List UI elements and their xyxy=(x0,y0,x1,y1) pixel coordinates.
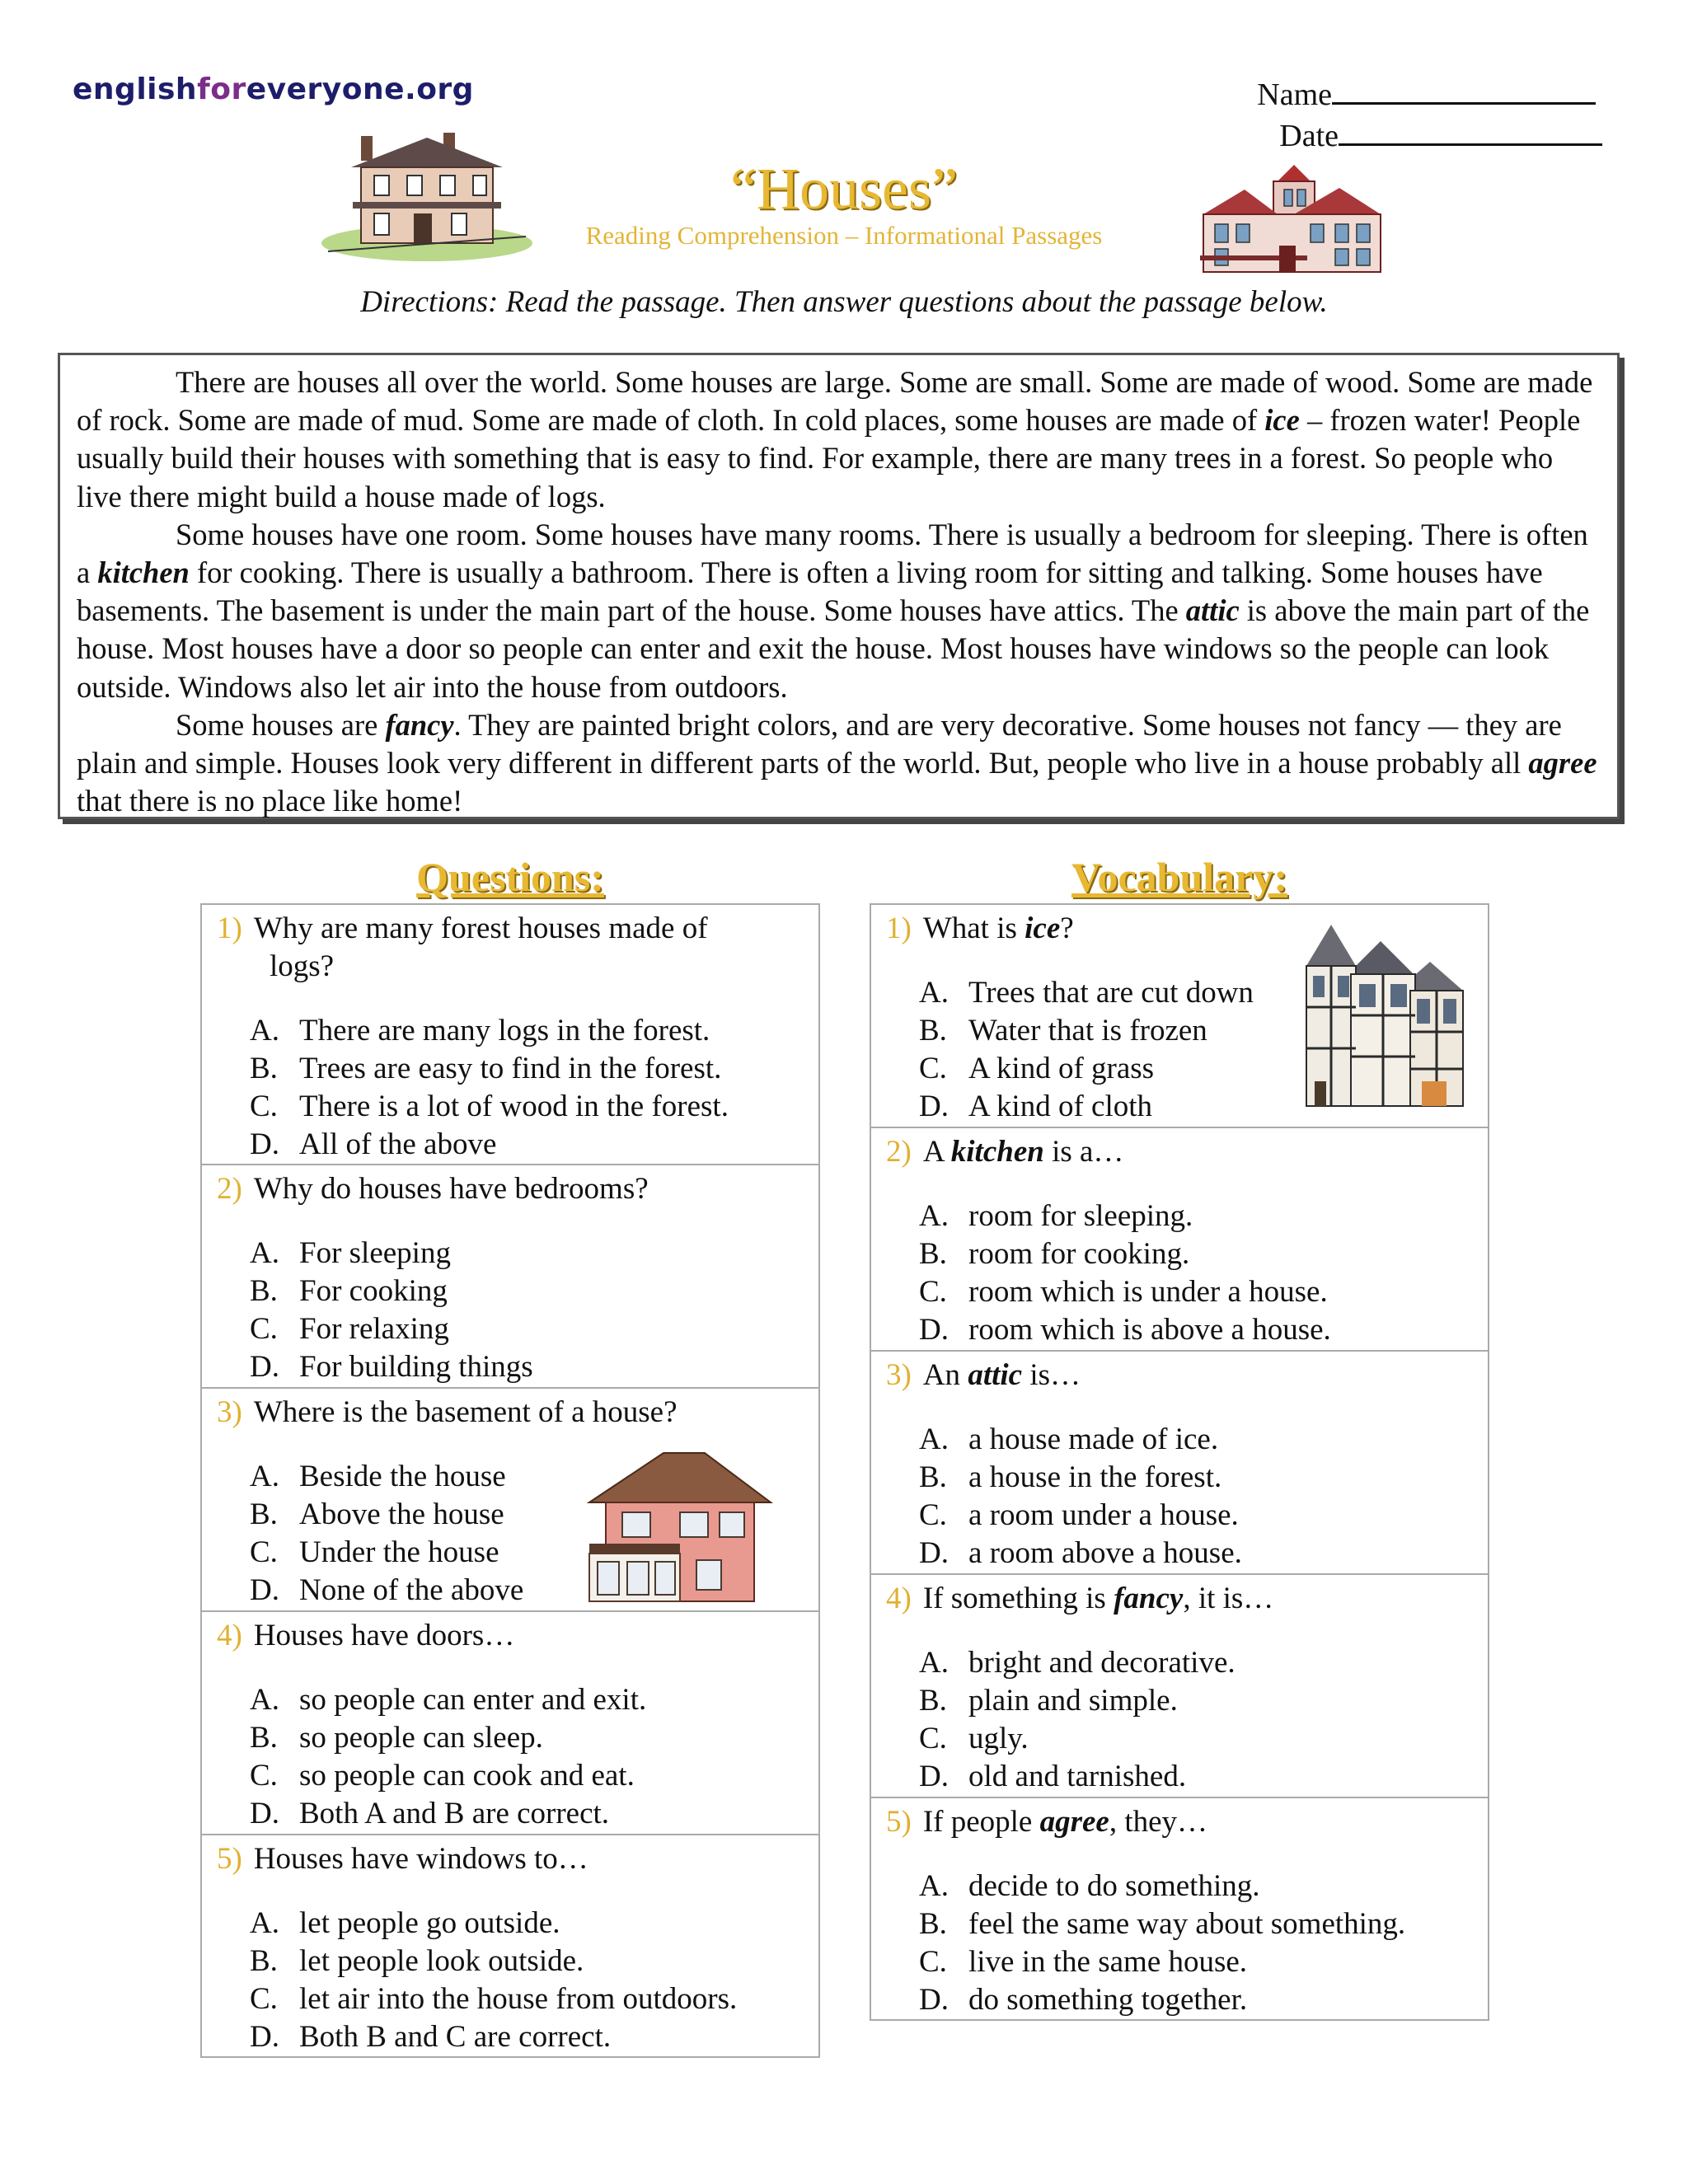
vocab-word-fancy: fancy xyxy=(385,707,454,742)
option-letter: D. xyxy=(250,2020,279,2054)
option-letter: A. xyxy=(919,976,949,1010)
option-text: old and tarnished. xyxy=(968,1760,1187,1793)
option-text: For building things xyxy=(299,1350,533,1384)
option-letter: D. xyxy=(919,1536,949,1570)
passage-paragraph-2 xyxy=(77,516,1604,706)
answer-options xyxy=(250,1905,737,2056)
option-text: Both A and B are correct. xyxy=(299,1797,610,1830)
question-4 xyxy=(200,1610,820,1835)
option-letter: A. xyxy=(919,1422,949,1456)
passage-text: – frozen water! People usually build their houses with something that is easy to find. For example, there are many trees in a forest. So people who live there might build a house made of logs. xyxy=(77,403,1581,513)
site-logo xyxy=(73,73,474,106)
answer-option[interactable] xyxy=(919,1682,1236,1720)
question-5 xyxy=(200,1834,820,2058)
question-text-line-2: logs? xyxy=(270,949,335,983)
answer-option[interactable] xyxy=(919,1943,1405,1981)
question-number: 4) xyxy=(886,1582,912,1615)
answer-option[interactable] xyxy=(250,1757,646,1795)
answer-option[interactable] xyxy=(919,1311,1331,1349)
option-text: plain and simple. xyxy=(968,1684,1178,1718)
question-text-part: , it is… xyxy=(1183,1582,1274,1615)
answer-option[interactable] xyxy=(919,1459,1242,1497)
question-number: 5) xyxy=(217,1842,242,1876)
answer-options xyxy=(250,1012,729,1164)
option-text: room which is above a house. xyxy=(968,1313,1331,1347)
passage-paragraph-3 xyxy=(77,706,1604,821)
question-text xyxy=(886,1803,1476,1841)
answer-option[interactable] xyxy=(919,1720,1236,1758)
option-letter: A. xyxy=(250,1460,279,1493)
question-text-part: What is xyxy=(922,912,1025,945)
answer-option[interactable] xyxy=(919,1088,1254,1126)
option-letter: B. xyxy=(250,1721,278,1755)
question-text xyxy=(886,1133,1476,1171)
answer-option[interactable] xyxy=(919,1050,1254,1088)
answer-option[interactable] xyxy=(250,1943,737,1980)
date-line[interactable] xyxy=(1339,115,1602,146)
date-label: Date xyxy=(1279,119,1339,153)
question-3 xyxy=(200,1387,820,1612)
option-letter: B. xyxy=(919,1907,947,1941)
passage-text: is above the main part of the house. Most houses have a door so people can enter and exit the house. Most houses have windows so the people can look outside. Windows also let air into the house from outdoors. xyxy=(77,593,1590,704)
option-letter: C. xyxy=(919,1275,947,1309)
option-letter: D. xyxy=(250,1797,279,1830)
answer-option[interactable] xyxy=(250,1050,729,1088)
page-title: “Houses” xyxy=(730,156,958,222)
question-number: 2) xyxy=(217,1172,242,1206)
option-text: Water that is frozen xyxy=(968,1014,1207,1047)
vocab-question-3 xyxy=(870,1350,1489,1575)
option-letter: A. xyxy=(250,1906,279,1940)
option-text: do something together. xyxy=(968,1983,1248,2017)
option-letter: B. xyxy=(919,1684,947,1718)
option-text: room which is under a house. xyxy=(968,1275,1328,1309)
option-text: room for sleeping. xyxy=(968,1199,1193,1233)
answer-option[interactable] xyxy=(919,1197,1331,1235)
option-text: so people can sleep. xyxy=(299,1721,543,1755)
option-text: A kind of grass xyxy=(968,1052,1155,1085)
option-letter: C. xyxy=(250,1090,278,1123)
answer-option[interactable] xyxy=(250,1310,533,1348)
option-text: feel the same way about something. xyxy=(968,1907,1406,1941)
vocab-word: ice xyxy=(1025,912,1061,945)
option-text: a room above a house. xyxy=(968,1536,1242,1570)
question-text xyxy=(217,910,807,986)
answer-option[interactable] xyxy=(919,1981,1405,2019)
vocab-word-ice: ice xyxy=(1264,403,1300,438)
option-text: Above the house xyxy=(299,1497,504,1531)
name-line[interactable] xyxy=(1332,74,1596,105)
option-letter: B. xyxy=(250,1497,278,1531)
answer-option[interactable] xyxy=(250,1795,646,1833)
option-letter: C. xyxy=(250,1312,278,1346)
vocab-question-4 xyxy=(870,1573,1489,1798)
vocab-word: attic xyxy=(968,1358,1023,1392)
option-text: ugly. xyxy=(968,1722,1029,1755)
option-letter: C. xyxy=(919,1498,947,1532)
directions: Directions: Read the passage. Then answer questions about the passage below. xyxy=(360,285,1328,319)
passage-text: . They are painted bright colors, and are very decorative. Some houses not fancy — they are plain and simple. Houses look very different in different parts of the world. But, people who live in a house probably all xyxy=(77,707,1562,780)
answer-option[interactable] xyxy=(250,1126,729,1164)
option-letter: D. xyxy=(250,1127,279,1161)
option-letter: A. xyxy=(250,1236,279,1270)
option-letter: D. xyxy=(250,1350,279,1384)
question-number: 1) xyxy=(217,912,242,945)
passage-text: Some houses have one room. Some houses have many rooms. There is usually a bedroom for sleeping. There is often a xyxy=(77,517,1588,590)
site-logo-part-2: for xyxy=(197,73,246,106)
site-logo-part-1: english xyxy=(73,73,198,106)
question-text-line-1: Houses have windows to… xyxy=(253,1842,588,1876)
answer-option[interactable] xyxy=(919,1644,1236,1682)
option-letter: D. xyxy=(919,1760,949,1793)
option-letter: C. xyxy=(919,1722,947,1755)
answer-option[interactable] xyxy=(919,1421,1242,1459)
option-text: Beside the house xyxy=(299,1460,506,1493)
passage-paragraph-1 xyxy=(77,363,1604,516)
option-text: let people go outside. xyxy=(299,1906,560,1940)
option-text: so people can cook and eat. xyxy=(299,1759,635,1793)
answer-options xyxy=(250,1458,523,1610)
option-letter: D. xyxy=(250,1573,279,1607)
option-text: There is a lot of wood in the forest. xyxy=(299,1090,729,1123)
option-letter: B. xyxy=(919,1460,947,1494)
page-subtitle: Reading Comprehension – Informational Passages xyxy=(585,221,1103,250)
name-label: Name xyxy=(1257,77,1332,112)
vocab-word: agree xyxy=(1039,1805,1109,1839)
passage-text: Some houses are xyxy=(176,707,386,742)
option-letter: C. xyxy=(250,1759,278,1793)
answer-option[interactable] xyxy=(919,974,1254,1012)
answer-option[interactable] xyxy=(250,1905,737,1943)
option-letter: B. xyxy=(250,1052,278,1085)
option-text: For relaxing xyxy=(299,1312,449,1346)
option-text: For sleeping xyxy=(299,1236,451,1270)
answer-option[interactable] xyxy=(919,1012,1254,1050)
answer-option[interactable] xyxy=(919,1273,1331,1311)
answer-options xyxy=(250,1235,533,1386)
option-letter: B. xyxy=(919,1237,947,1271)
question-number: 3) xyxy=(886,1358,912,1392)
site-logo-part-3: everyone.org xyxy=(246,73,474,106)
option-letter: A. xyxy=(919,1869,949,1903)
answer-option[interactable] xyxy=(250,1012,729,1050)
answer-option[interactable] xyxy=(250,1088,729,1126)
answer-option[interactable] xyxy=(250,1272,533,1310)
option-text: A kind of cloth xyxy=(968,1090,1153,1123)
option-letter: C. xyxy=(919,1945,947,1979)
question-text-line-1: Where is the basement of a house? xyxy=(253,1395,678,1429)
option-text: decide to do something. xyxy=(968,1869,1260,1903)
question-text-line-1: Why are many forest houses made of xyxy=(253,912,708,945)
vocabulary-heading: Vocabulary: xyxy=(1071,854,1288,900)
option-text: Under the house xyxy=(299,1535,499,1569)
option-letter: C. xyxy=(919,1052,947,1085)
option-letter: A. xyxy=(919,1199,949,1233)
question-text-part: If people xyxy=(922,1805,1040,1839)
question-text-line-1: Houses have doors… xyxy=(253,1619,515,1652)
option-letter: D. xyxy=(919,1313,949,1347)
answer-option[interactable] xyxy=(250,1496,523,1534)
option-letter: A. xyxy=(919,1646,949,1680)
answer-option[interactable] xyxy=(919,1758,1236,1796)
vocab-word-agree: agree xyxy=(1528,746,1597,780)
option-text: Both B and C are correct. xyxy=(299,2020,612,2054)
option-text: Trees are easy to find in the forest. xyxy=(299,1052,722,1085)
vocab-question-2 xyxy=(870,1127,1489,1352)
option-text: bright and decorative. xyxy=(968,1646,1236,1680)
option-letter: C. xyxy=(250,1535,278,1569)
option-text: let people look outside. xyxy=(299,1944,584,1978)
question-text-line-1: Why do houses have bedrooms? xyxy=(253,1172,649,1206)
option-text: room for cooking. xyxy=(968,1237,1190,1271)
option-letter: D. xyxy=(919,1983,949,2017)
question-number: 3) xyxy=(217,1395,242,1429)
name-field[interactable] xyxy=(1257,74,1596,113)
answer-options xyxy=(919,974,1254,1126)
option-text: None of the above xyxy=(299,1573,524,1607)
option-text: There are many logs in the forest. xyxy=(299,1014,710,1047)
question-number: 5) xyxy=(886,1805,912,1839)
question-text xyxy=(886,1357,1476,1394)
vocab-question-5 xyxy=(870,1797,1489,2021)
vocab-word: kitchen xyxy=(950,1135,1044,1169)
answer-option[interactable] xyxy=(250,1534,523,1572)
option-text: a house in the forest. xyxy=(968,1460,1222,1494)
option-letter: D. xyxy=(919,1090,949,1123)
question-text xyxy=(217,1170,807,1208)
option-letter: B. xyxy=(250,1274,278,1308)
answer-options xyxy=(250,1681,646,1833)
vocab-word-kitchen: kitchen xyxy=(97,555,190,590)
question-number: 2) xyxy=(886,1135,912,1169)
answer-option[interactable] xyxy=(919,1535,1242,1572)
option-text: live in the same house. xyxy=(968,1945,1248,1979)
question-text-part: ? xyxy=(1060,912,1074,945)
answer-option[interactable] xyxy=(250,1980,737,2018)
option-text: For cooking xyxy=(299,1274,448,1308)
question-text-part: , they… xyxy=(1109,1805,1208,1839)
option-letter: A. xyxy=(250,1014,279,1047)
answer-option[interactable] xyxy=(919,1868,1405,1905)
question-text xyxy=(217,1840,807,1878)
question-text xyxy=(217,1394,807,1432)
passage-text: There are houses all over the world. Some houses are large. Some are small. Some are made of wood. Some are made of rock. Some are made of mud. Some are made of cloth. In cold places, some houses are made of xyxy=(77,365,1593,438)
question-text xyxy=(886,1580,1476,1618)
answer-option[interactable] xyxy=(250,1572,523,1610)
answer-options xyxy=(919,1868,1405,2019)
question-text-part: A xyxy=(922,1135,951,1169)
vocab-word-attic: attic xyxy=(1185,593,1240,628)
option-text: All of the above xyxy=(299,1127,497,1161)
passage-text: that there is no place like home! xyxy=(77,784,463,818)
option-letter: C. xyxy=(250,1982,278,2016)
question-2 xyxy=(200,1164,820,1389)
question-text-part: If something is xyxy=(922,1582,1114,1615)
vocab-question-1 xyxy=(870,903,1489,1128)
vocab-word: fancy xyxy=(1114,1582,1184,1615)
option-letter: B. xyxy=(919,1014,947,1047)
questions-heading: Questions: xyxy=(416,854,604,900)
answer-option[interactable] xyxy=(250,1719,646,1757)
answer-option[interactable] xyxy=(919,1497,1242,1535)
option-text: let air into the house from outdoors. xyxy=(299,1982,738,2016)
answer-option[interactable] xyxy=(250,1348,533,1386)
answer-option[interactable] xyxy=(250,1681,646,1719)
option-letter: B. xyxy=(250,1944,278,1978)
question-text-part: An xyxy=(922,1358,968,1392)
option-text: Trees that are cut down xyxy=(968,976,1254,1010)
question-text-part: is… xyxy=(1022,1358,1081,1392)
option-letter: A. xyxy=(250,1683,279,1717)
answer-options xyxy=(919,1197,1331,1349)
answer-option[interactable] xyxy=(919,1905,1405,1943)
passage-text: for cooking. There is usually a bathroom. There is often a living room for sitting and talking. Some houses have basements. The basement is under the main part of the house. Some houses have attics. The xyxy=(77,555,1543,628)
answer-option[interactable] xyxy=(250,2018,737,2056)
answer-option[interactable] xyxy=(250,1458,523,1496)
option-text: a room under a house. xyxy=(968,1498,1239,1532)
timber-frame-houses-illustration xyxy=(1298,916,1471,1118)
answer-option[interactable] xyxy=(919,1235,1331,1273)
question-text-part: is a… xyxy=(1043,1135,1124,1169)
date-field[interactable] xyxy=(1279,115,1602,154)
question-number: 4) xyxy=(217,1619,242,1652)
option-text: so people can enter and exit. xyxy=(299,1683,647,1717)
answer-option[interactable] xyxy=(250,1235,533,1272)
two-story-house-illustration xyxy=(573,1445,779,1610)
option-text: a house made of ice. xyxy=(968,1422,1219,1456)
answer-options xyxy=(919,1421,1242,1572)
reading-passage xyxy=(58,353,1620,819)
question-1 xyxy=(200,903,820,1165)
answer-options xyxy=(919,1644,1236,1796)
question-text xyxy=(217,1617,807,1655)
question-number: 1) xyxy=(886,912,912,945)
